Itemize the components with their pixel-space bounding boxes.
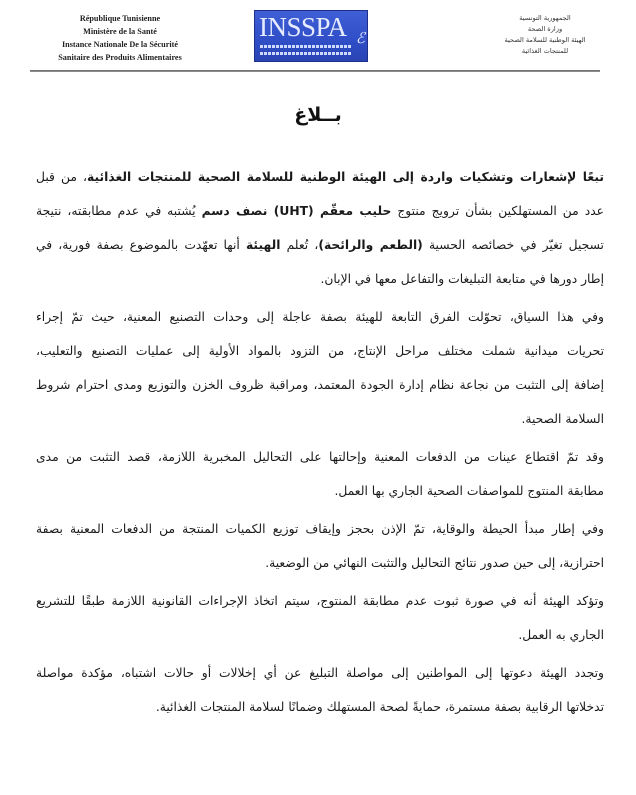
text: الجاري به العمل.	[518, 628, 604, 642]
text-line	[36, 656, 604, 690]
text: تدخلاتها الرقابية بصفة مستمرة، حمايةً لصحة المستهلك وضمانًا لسلامة المنتجات الغذائية.	[155, 700, 604, 714]
text-line	[36, 584, 604, 618]
paragraph	[36, 440, 604, 508]
text: وتؤكد الهيئة أنه في صورة ثبوت عدم مطابقة المنتوج، سيتم اتخاذ الإجراءات القانونية اللازمة طبقًا للتشريع	[36, 594, 604, 608]
header-fr-line: Sanitaire des Produits Alimentaires	[58, 53, 182, 62]
logo-text: INSSPA	[259, 12, 347, 42]
paragraph	[36, 300, 604, 436]
text: عدد من المستهلكين بشأن ترويج منتوج	[391, 204, 605, 218]
header-arabic-block	[460, 13, 630, 57]
text: احترازية، إلى حين صدور نتائج التحاليل والتثبت النهائي من الوضعية.	[265, 556, 604, 570]
text: ، تُعلم	[280, 238, 319, 252]
text-line	[36, 334, 604, 368]
paragraph	[36, 656, 604, 724]
text: وقد تمّ اقتطاع عينات من الدفعات المعنية وإحالتها على التحاليل المخبرية اللازمة، قصد التثبت من مدى	[36, 450, 604, 464]
text: تسجيل تغيّر في خصائصه الحسية	[422, 238, 604, 252]
bold-text: حليب معقّم (UHT) نصف دسم	[201, 204, 392, 218]
header-divider	[30, 70, 600, 72]
text-line	[36, 474, 604, 508]
paragraph	[36, 160, 604, 296]
bold-text: الهيئة	[245, 238, 281, 252]
text: ، من قبل	[36, 170, 88, 184]
header-ar-line: الجمهورية التونسية	[519, 14, 571, 22]
header-fr-line: Ministère de la Santé	[83, 27, 157, 36]
header-ar-line: للمنتجات الغذائية	[521, 47, 569, 55]
header-fr-line: Instance Nationale De la Sécurité	[62, 40, 178, 49]
text: وفي إطار مبدأ الحيطة والوقاية، تمّ الإذن بحجز وإيقاف توزيع الكميات المنتجة من الدفعات المعنية بصفة	[36, 522, 604, 536]
bold-text: (الطعم والرائحة)	[318, 238, 423, 252]
header-french-block	[20, 12, 220, 64]
text-line	[36, 228, 604, 262]
text: وفي هذا السياق، تحوّلت الفرق التابعة للهيئة بصفة عاجلة إلى وحدات التصنيع المعنية، حيث تمّ إجراء	[36, 310, 604, 324]
text-line	[36, 512, 604, 546]
text-line	[36, 546, 604, 580]
text-line	[36, 690, 604, 724]
text-line	[36, 194, 604, 228]
text-line	[36, 440, 604, 474]
text: مطابقة المنتوج للمواصفات الصحية الجاري بها العمل.	[334, 484, 604, 498]
insspa-logo	[254, 10, 368, 62]
text: وتجدد الهيئة دعوتها إلى المواطنين إلى مواصلة التبليغ عن أي إخلالات أو حالات اشتباه، مؤكدة مواصلة	[36, 666, 604, 680]
logo-subtitle-line	[260, 45, 352, 48]
logo-subtitle-line	[260, 52, 352, 55]
text: يُشتبه في عدم مطابقته، نتيجة	[36, 204, 202, 218]
text-line	[36, 300, 604, 334]
text-line	[36, 618, 604, 652]
text-line	[36, 262, 604, 296]
header-ar-line: الهيئة الوطنية للسلامة الصحية	[504, 36, 586, 44]
text: تحريات ميدانية شملت مختلف مراحل الإنتاج، من التزود بالمواد الأولية إلى عمليات التصنيع والتعليب،	[36, 344, 604, 358]
bold-text: تبعًا لإشعارات وتشكيات واردة إلى الهيئة الوطنية للسلامة الصحية للمنتجات الغذائية	[87, 170, 604, 184]
text: السلامة الصحية.	[521, 412, 604, 426]
paragraph	[36, 512, 604, 580]
text-line	[36, 160, 604, 194]
logo-emblem-icon: ℰ	[355, 29, 365, 47]
text-line	[36, 368, 604, 402]
document-body	[36, 160, 604, 724]
text: أنها تعهّدت بالموضوع بصفة فورية، في	[36, 238, 246, 252]
text-line	[36, 402, 604, 436]
document-title: بــلاغ	[294, 104, 342, 126]
text: إضافة إلى التثبت من نجاعة نظام إدارة الجودة المعتمد، ومراقبة ظروف الخزن والتوزيع ومدى احترام شروط	[36, 378, 604, 392]
header-fr-line: République Tunisienne	[79, 14, 161, 23]
header-ar-line: وزارة الصحة	[527, 25, 563, 33]
paragraph	[36, 584, 604, 652]
text: إطار دورها في متابعة التبليغات والتفاعل معها في الإبان.	[320, 272, 604, 286]
